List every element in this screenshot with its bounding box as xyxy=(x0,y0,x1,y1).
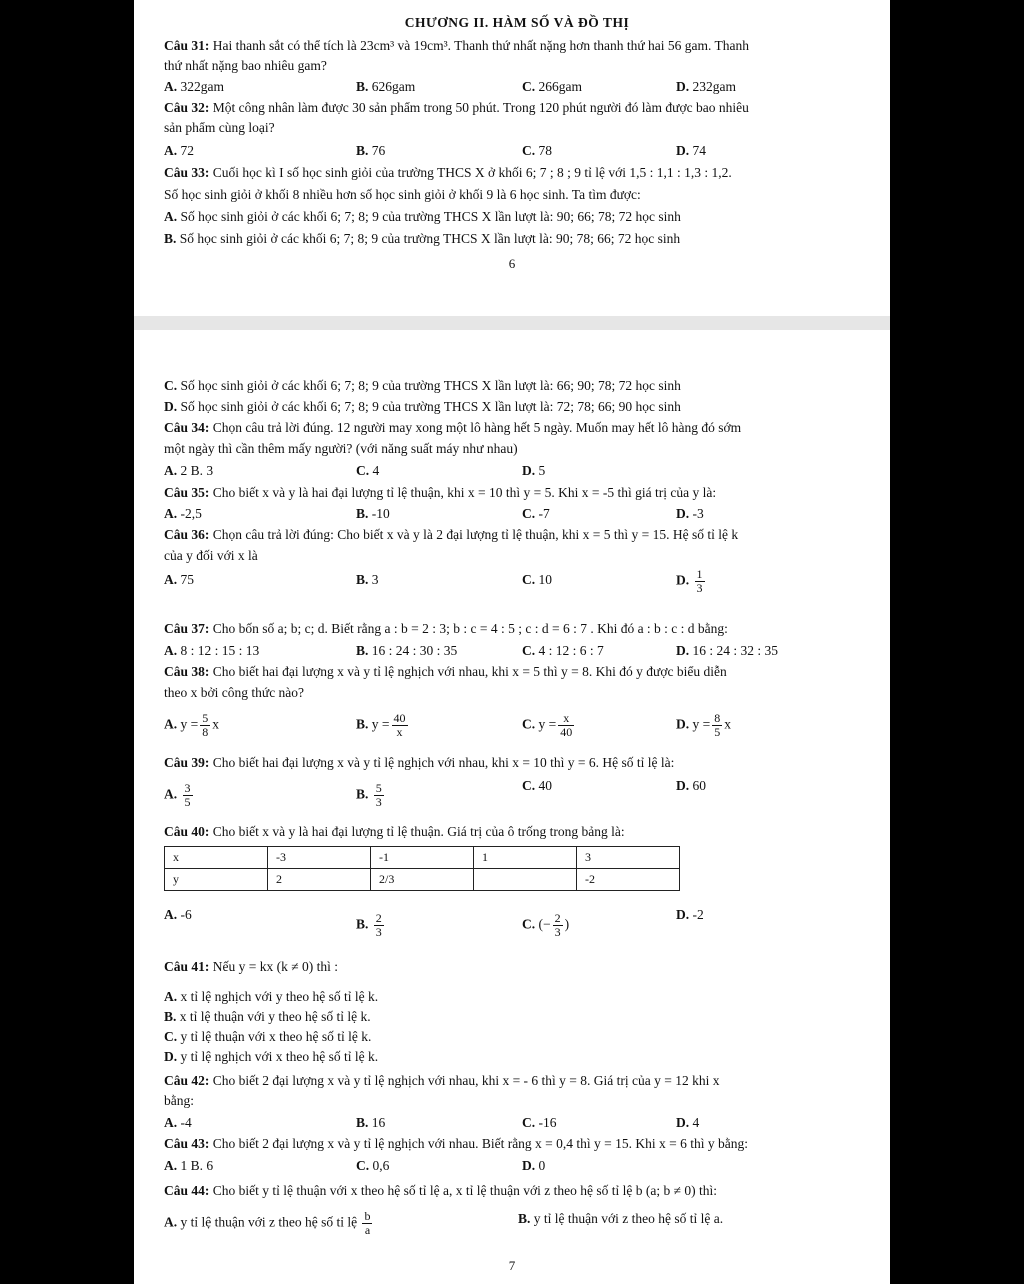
table-row-x xyxy=(165,847,680,869)
q42-option-b[interactable]: B. 16 xyxy=(356,1115,386,1130)
q41-option-c[interactable]: C. y tỉ lệ thuận với x theo hệ số tỉ lệ k. xyxy=(164,1029,372,1044)
q41-option-a[interactable]: A. x tỉ lệ nghịch với y theo hệ số tỉ lệ k. xyxy=(164,989,379,1004)
question-35: Câu 35: Cho biết x và y là hai đại lượng tỉ lệ thuận, khi x = 10 thì y = 5. Khi x = -5 thì giá trị của y là: xyxy=(164,485,717,500)
q35-option-d[interactable]: D. -3 xyxy=(676,506,704,521)
q40-option-c[interactable]: C. (− $\frac{2}{3}$ ) xyxy=(522,911,570,939)
q37-option-c[interactable]: C. 4 : 12 : 6 : 7 xyxy=(522,643,604,658)
q35-option-b[interactable]: B. -10 xyxy=(356,506,390,521)
q39-option-c[interactable]: C. 40 xyxy=(522,778,552,793)
table-cell: y xyxy=(165,869,268,891)
question-31: Câu 31: Hai thanh sắt có thể tích là 23cm³ và 19cm³. Thanh thứ nhất nặng hơn thanh thứ hai 56 gam. Thanh xyxy=(164,38,750,53)
q38-option-d[interactable]: D. y = $\frac{8}{5}$ x xyxy=(676,711,731,739)
q32-option-a[interactable]: A. 72 xyxy=(164,143,194,158)
q38-option-c[interactable]: C. y = $\frac{x}{40}$ xyxy=(522,711,573,739)
q37-option-a[interactable]: A. 8 : 12 : 15 : 13 xyxy=(164,643,260,658)
question-33-cont: Số học sinh giỏi ở khối 8 nhiều hơn số học sinh giỏi ở khối 9 là 6 học sinh. Ta tìm được: xyxy=(164,187,641,202)
q40-option-a[interactable]: A. -6 xyxy=(164,907,192,922)
q36-option-c[interactable]: C. 10 xyxy=(522,572,552,587)
page-gap xyxy=(134,316,890,330)
q42-option-d[interactable]: D. 4 xyxy=(676,1115,700,1130)
q37-option-d[interactable]: D. 16 : 24 : 32 : 35 xyxy=(676,643,779,658)
question-36: Câu 36: Chọn câu trả lời đúng: Cho biết x và y là 2 đại lượng tỉ lệ thuận, khi x = 5 thì y = 15. Hệ số tỉ lệ k xyxy=(164,527,739,542)
q42-option-c[interactable]: C. -16 xyxy=(522,1115,557,1130)
question-43: Câu 43: Cho biết 2 đại lượng x và y tỉ lệ nghịch với nhau. Biết rằng x = 0,4 thì y = 15. Khi x = 6 thì y bằng: xyxy=(164,1136,749,1151)
question-32: Câu 32: Một công nhân làm được 30 sản phẩm trong 50 phút. Trong 120 phút người đó làm được bao nhiêu xyxy=(164,100,749,115)
chapter-title: CHƯƠNG II. HÀM SỐ VÀ ĐỒ THỊ xyxy=(404,15,630,30)
q36-option-d[interactable]: D. $\frac{1}{3}$ xyxy=(676,567,703,595)
question-38-cont: theo x bởi công thức nào? xyxy=(164,685,305,700)
q35-option-a[interactable]: A. -2,5 xyxy=(164,506,202,521)
q33-option-a[interactable]: A. Số học sinh giỏi ở các khối 6; 7; 8; 9 của trường THCS X lần lượt là: 90; 66; 78; 72 học sinh xyxy=(164,209,681,224)
q36-option-b[interactable]: B. 3 xyxy=(356,572,379,587)
q33-option-b[interactable]: B. Số học sinh giỏi ở các khối 6; 7; 8; 9 của trường THCS X lần lượt là: 90; 78; 66; 72 học sinh xyxy=(164,231,681,246)
blank-cell[interactable] xyxy=(474,869,577,891)
question-34-cont: một ngày thì cần thêm mấy người? (với năng suất máy như nhau) xyxy=(164,441,518,456)
q33-option-d[interactable]: D. Số học sinh giỏi ở các khối 6; 7; 8; 9 của trường THCS X lần lượt là: 72; 78; 66; 90 học sinh xyxy=(164,399,681,414)
table-cell: 2 xyxy=(268,869,371,891)
q42-option-a[interactable]: A. -4 xyxy=(164,1115,192,1130)
question-41: Câu 41: Nếu y = kx (k ≠ 0) thì : xyxy=(164,959,339,974)
page-6 xyxy=(134,0,890,316)
q39-option-a[interactable]: A. $\frac{3}{5}$ xyxy=(164,781,191,809)
q33-option-c[interactable]: C. Số học sinh giỏi ở các khối 6; 7; 8; 9 của trường THCS X lần lượt là: 66; 90; 78; 72 học sinh xyxy=(164,378,681,393)
page-7 xyxy=(134,330,890,1284)
question-39: Câu 39: Cho biết hai đại lượng x và y tỉ lệ nghịch với nhau, khi x = 10 thì y = 6. Hệ số tỉ lệ là: xyxy=(164,755,675,770)
question-32-cont: sản phẩm cùng loại? xyxy=(164,120,275,135)
table-cell: x xyxy=(165,847,268,869)
table-cell: -2 xyxy=(577,869,680,891)
q40-option-d[interactable]: D. -2 xyxy=(676,907,704,922)
q34-option-a-b[interactable]: A. 2 B. 3 xyxy=(164,463,214,478)
q35-option-c[interactable]: C. -7 xyxy=(522,506,550,521)
q39-option-b[interactable]: B. $\frac{5}{3}$ xyxy=(356,781,382,809)
question-40: Câu 40: Cho biết x và y là hai đại lượng tỉ lệ thuận. Giá trị của ô trống trong bảng là: xyxy=(164,824,625,839)
q41-option-d[interactable]: D. y tỉ lệ nghịch với x theo hệ số tỉ lệ k. xyxy=(164,1049,379,1064)
q38-option-b[interactable]: B. y = $\frac{40}{x}$ xyxy=(356,711,406,739)
table-row-y xyxy=(165,869,680,891)
question-44: Câu 44: Cho biết y tỉ lệ thuận với x theo hệ số tỉ lệ a, x tỉ lệ thuận với z theo hệ số tỉ lệ b (a; b ≠ 0) thì: xyxy=(164,1183,717,1198)
page-number: 6 xyxy=(508,256,516,271)
page-number: 7 xyxy=(508,1258,516,1273)
table-cell: -3 xyxy=(268,847,371,869)
q43-option-a-b[interactable]: A. 1 B. 6 xyxy=(164,1158,214,1173)
q36-option-a[interactable]: A. 75 xyxy=(164,572,194,587)
q44-option-b[interactable]: B. y tỉ lệ thuận với z theo hệ số tỉ lệ a. xyxy=(518,1211,724,1226)
question-31-cont: thứ nhất nặng bao nhiêu gam? xyxy=(164,58,327,73)
q32-option-b[interactable]: B. 76 xyxy=(356,143,386,158)
values-table xyxy=(164,846,680,891)
q34-option-c[interactable]: C. 4 xyxy=(356,463,380,478)
question-38: Câu 38: Cho biết hai đại lượng x và y tỉ lệ nghịch với nhau, khi x = 5 thì y = 8. Khi đó y được biểu diễn xyxy=(164,664,727,679)
question-37: Câu 37: Cho bốn số a; b; c; d. Biết rằng a : b = 2 : 3; b : c = 4 : 5 ; c : d = 6 : 7 . Khi đó a : b : c : d bằng: xyxy=(164,621,728,636)
q31-option-d[interactable]: D. 232gam xyxy=(676,79,736,94)
question-34: Câu 34: Chọn câu trả lời đúng. 12 người may xong một lô hàng hết 5 ngày. Muốn may hết lô hàng đó sớm xyxy=(164,420,742,435)
q32-option-d[interactable]: D. 74 xyxy=(676,143,706,158)
q38-option-a[interactable]: A. y = $\frac{5}{8}$ x xyxy=(164,711,219,739)
q40-option-b[interactable]: B. $\frac{2}{3}$ xyxy=(356,911,382,939)
question-36-cont: của y đối với x là xyxy=(164,548,258,563)
question-33: Câu 33: Cuối học kì I số học sinh giỏi của trường THCS X ở khối 6; 7 ; 8 ; 9 tỉ lệ với 1,5 : 1,1 : 1,3 : 1,2. xyxy=(164,165,732,180)
q43-option-c[interactable]: C. 0,6 xyxy=(356,1158,390,1173)
question-42: Câu 42: Cho biết 2 đại lượng x và y tỉ lệ nghịch với nhau, khi x = - 6 thì y = 8. Giá trị của y = 12 khi x xyxy=(164,1073,720,1088)
q31-option-a[interactable]: A. 322gam xyxy=(164,79,224,94)
table-cell: 3 xyxy=(577,847,680,869)
q44-option-a[interactable]: A. y tỉ lệ thuận với z theo hệ số tỉ lệ $\frac{b}{a}$ xyxy=(164,1209,371,1237)
q43-option-d[interactable]: D. 0 xyxy=(522,1158,546,1173)
q41-option-b[interactable]: B. x tỉ lệ thuận với y theo hệ số tỉ lệ k. xyxy=(164,1009,371,1024)
q37-option-b[interactable]: B. 16 : 24 : 30 : 35 xyxy=(356,643,458,658)
question-42-cont: bằng: xyxy=(164,1093,194,1108)
q31-option-c[interactable]: C. 266gam xyxy=(522,79,582,94)
q32-option-c[interactable]: C. 78 xyxy=(522,143,552,158)
q34-option-d[interactable]: D. 5 xyxy=(522,463,546,478)
q31-option-b[interactable]: B. 626gam xyxy=(356,79,416,94)
table-cell: 1 xyxy=(474,847,577,869)
q39-option-d[interactable]: D. 60 xyxy=(676,778,706,793)
table-cell: -1 xyxy=(371,847,474,869)
table-cell: 2/3 xyxy=(371,869,474,891)
